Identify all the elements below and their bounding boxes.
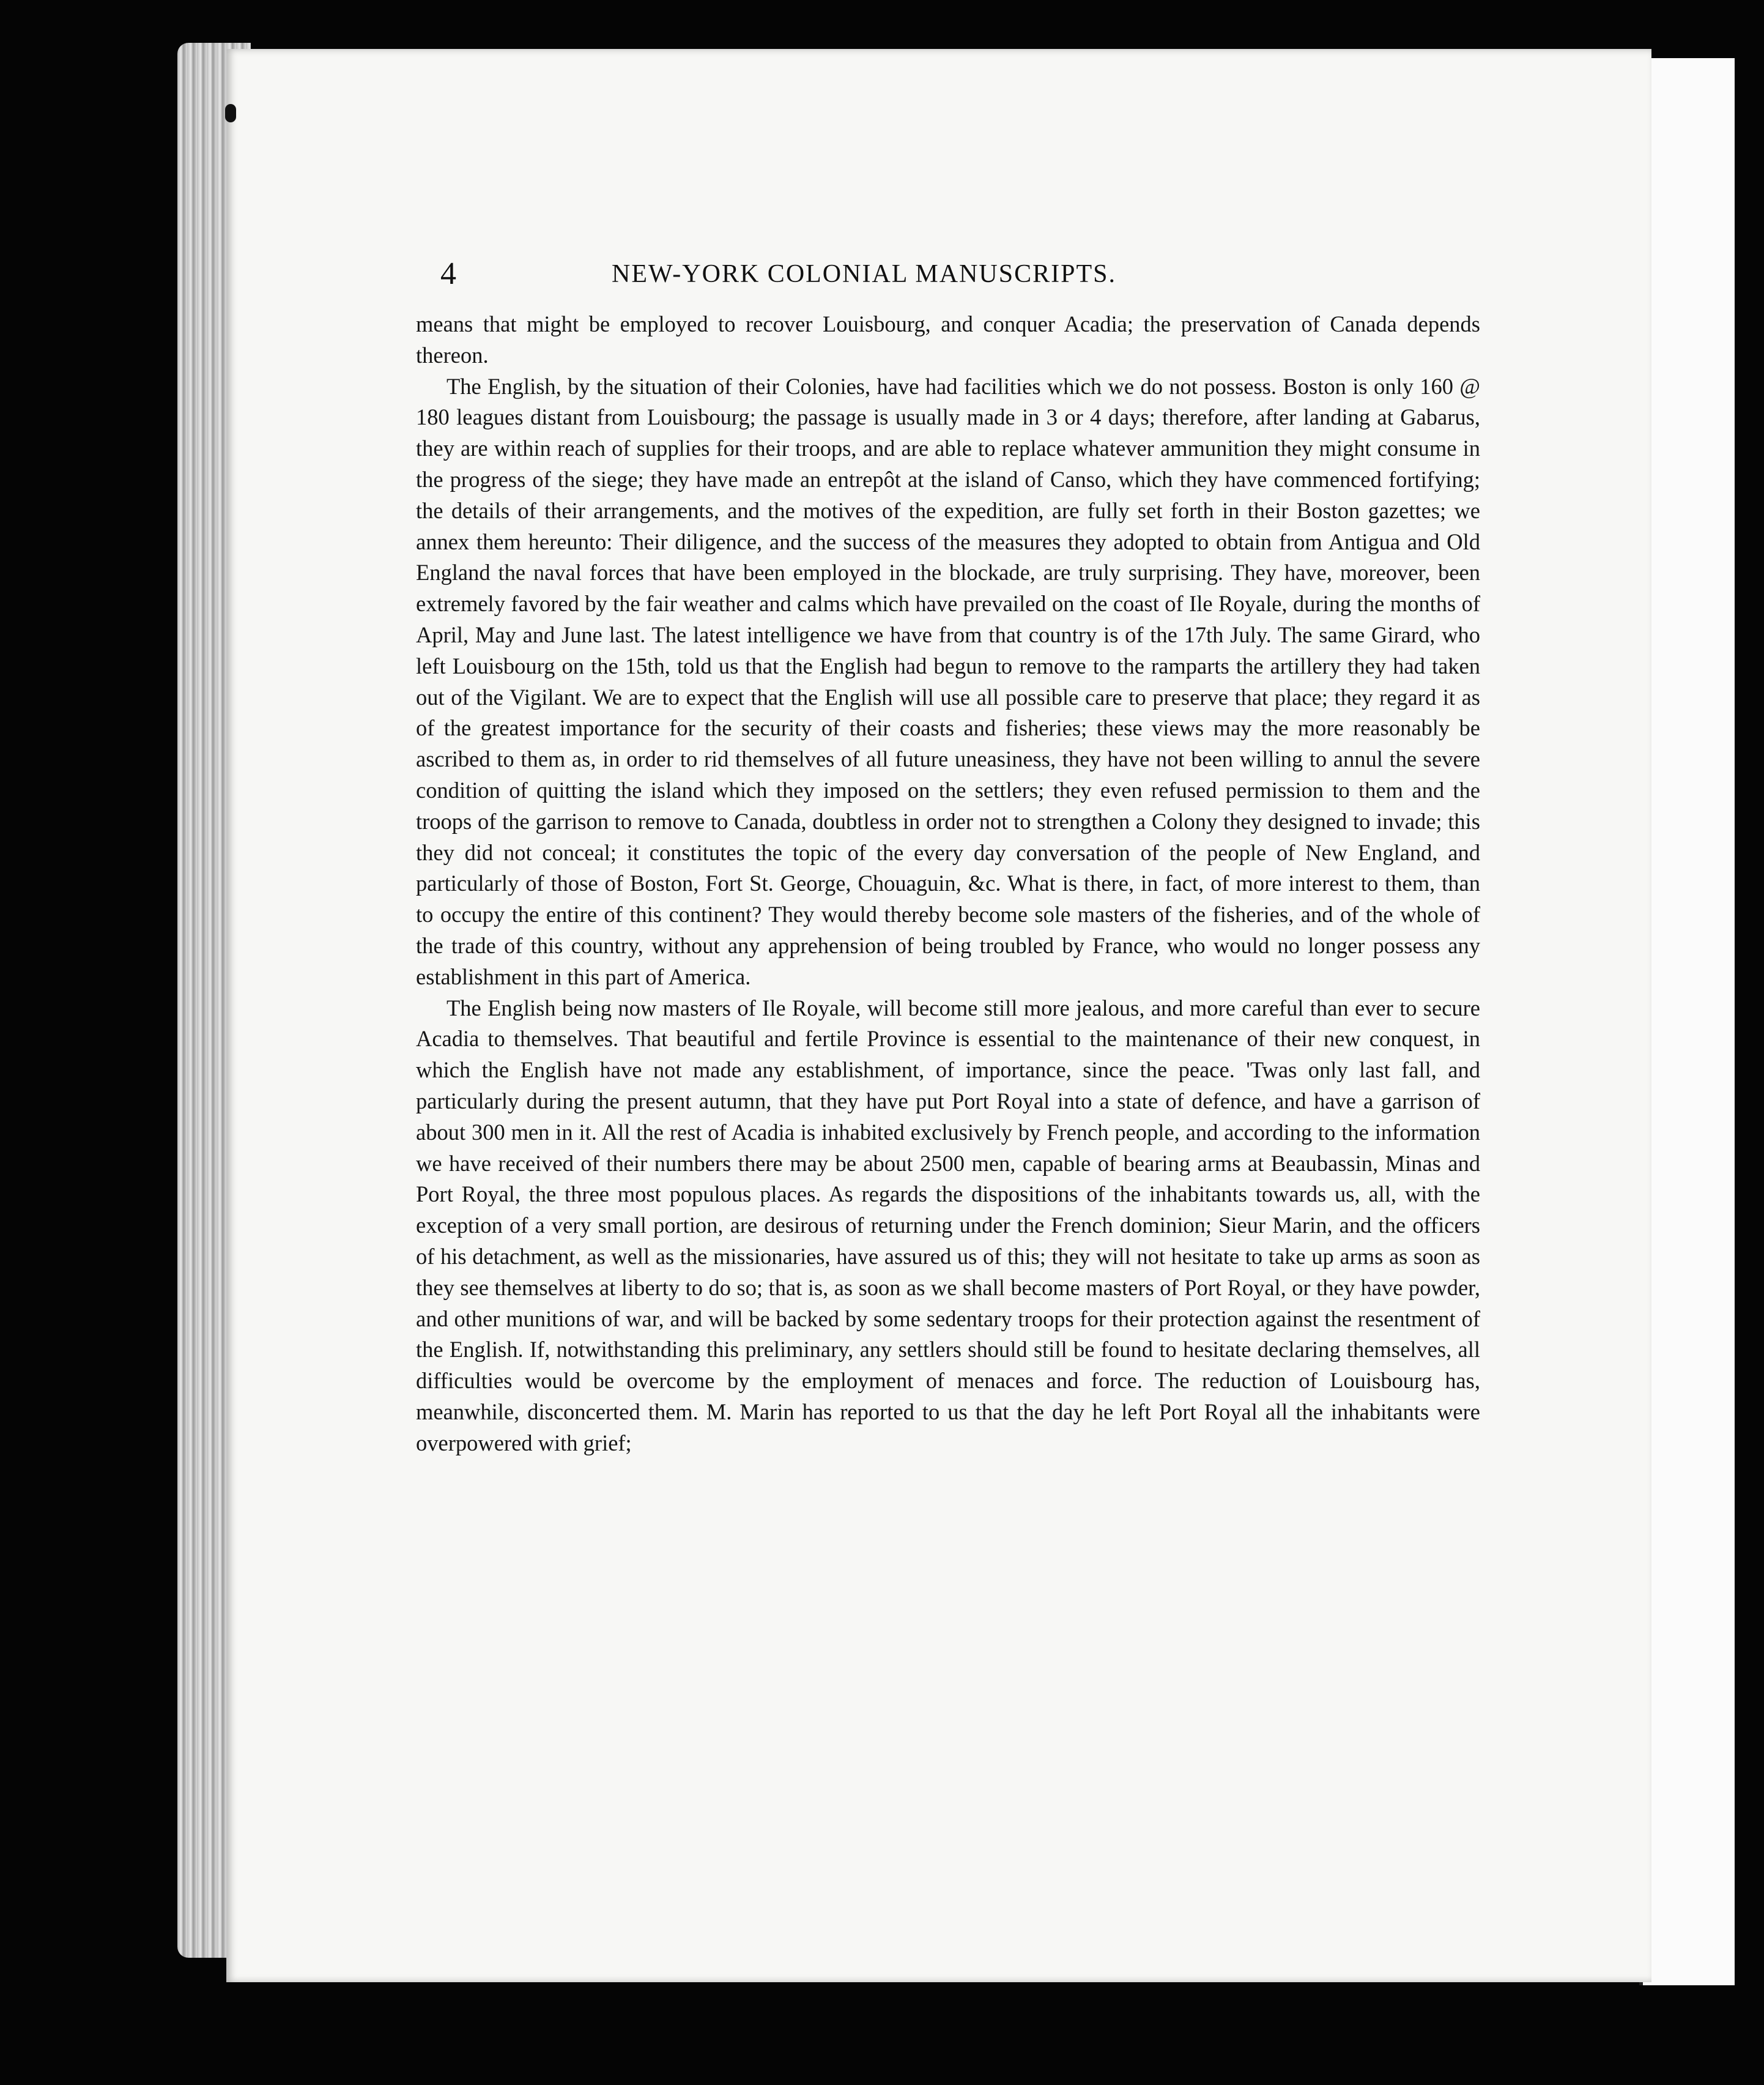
paragraph-acadia: The English being now masters of Ile Royale, will become still more jealous, and more careful than ever to secure Acadia to themselves. That beautiful and fertile Province is essential to the maintenance of their new conquest, in which the English have not made any establishment, of importance, since the peace. 'Twas only last fall, and particularly during the present autumn, that they have put Port Royal into a state of defence, and have a garrison of about 300 men in it. All the rest of Acadia is inhabited exclusively by French people, and according to the information we have received of their numbers there may be about 2500 men, capable of bearing arms at Beaubassin, Minas and Port Royal, the three most populous places. As regards the dispositions of the inhabitants towards us, all, with the exception of a very small portion, are desirous of returning under the French dominion; Sieur Marin, and the officers of his detachment, as well as the missionaries, have assured us of this; they will not hesitate to take up arms as soon as they see themselves at liberty to do so; that is, as soon as we shall become masters of Port Royal, or they have powder, and other munitions of war, and will be backed by some sedentary troops for their protection against the resentment of the English. If, notwithstanding this preliminary, any settlers should still be found to hesitate declaring themselves, all difficulties would be overcome by the employment of menaces and force. The reduction of Louisbourg has, meanwhile, disconcerted them. M. Marin has reported to us that the day he left Port Royal all the inhabitants were overpowered with grief; xyxy=(416,995,1480,1455)
paragraph-english-colonies: The English, by the situation of their Colonies, have had facilities which we do not possess. Boston is only 160 @ 180 leagues distant from Louisbourg; the passage is usually made in 3 or 4 days; therefore, after landing at Gabarus, they are within reach of supplies for their troops, and are able to replace whatever ammunition they might consume in the progress of the siege; they have made an entrepôt at the island of Canso, which they have commenced fortifying; the details of their arrangements, and the motives of the expedition, are fully set forth in their Boston gazettes; we annex them hereunto: Their diligence, and the success of the measures they adopted to obtain from Antigua and Old England the naval forces that have been employed in the blockade, are truly surprising. They have, moreover, been extremely favored by the fair weather and calms which have prevailed on the coast of Ile Royale, during the months of April, May and June last. The latest intelligence we have from that country is of the 17th July. The same Girard, who left Louisbourg on the 15th, told us that the English had begun to remove to the ramparts the artillery they had taken out of the Vigilant. We are to expect that the English will use all possible care to preserve that place; they regard it as of the greatest importance for the security of their coasts and fisheries; these views may the more reasonably be ascribed to them as, in order to rid themselves of all future uneasiness, they have not been willing to annul the severe condition of quitting the island which they imposed on the settlers; they even refused permission to them and the troops of the garrison to remove to Canada, doubtless in order not to strengthen a Colony they designed to invade; this they did not conceal; it constitutes the topic of the every day conversation of the people of New England, and particularly of those of Boston, Fort St. George, Chouaguin, &c. What is there, in fact, of more interest to them, than to occupy the entire of this continent? They would thereby become sole masters of the fisheries, and of the whole of the trade of this country, without any apprehension of being troubled by France, who would no longer possess any establishment in this part of America. xyxy=(416,373,1480,989)
body-text xyxy=(416,309,1480,1777)
paragraph-continuation: means that might be employed to recover Louisbourg, and conquer Acadia; the preservation of Canada depends thereon. xyxy=(416,311,1480,368)
page-title: NEW-YORK COLONIAL MANUSCRIPTS. xyxy=(612,260,1116,288)
page-number: 4 xyxy=(440,256,456,291)
facing-page-edge xyxy=(1639,58,1735,1985)
running-head xyxy=(440,256,1480,299)
binding-mark xyxy=(225,104,236,122)
